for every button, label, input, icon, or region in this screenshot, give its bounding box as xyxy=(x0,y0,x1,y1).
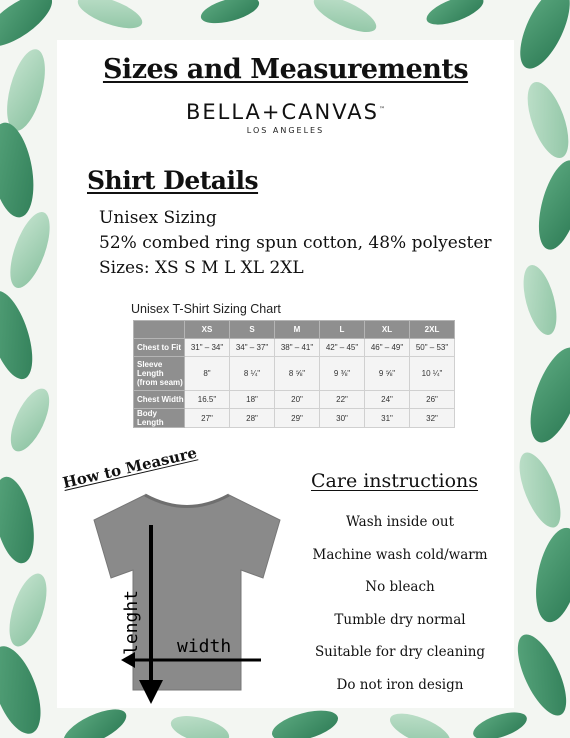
table-row-header: Chest Width xyxy=(134,391,185,409)
table-cell: 20" xyxy=(275,391,320,409)
leaf-icon xyxy=(309,0,381,39)
leaf-icon xyxy=(511,447,569,532)
detail-line: Unisex Sizing xyxy=(99,208,217,228)
table-cell: 16.5" xyxy=(185,391,230,409)
table-cell: 42" – 45" xyxy=(320,339,365,357)
leaf-icon xyxy=(517,262,563,339)
care-item: Tumble dry normal xyxy=(334,611,466,628)
table-row xyxy=(134,357,455,391)
leaf-icon xyxy=(386,707,454,738)
leaf-icon xyxy=(2,207,58,292)
care-item: Machine wash cold/warm xyxy=(312,546,488,563)
brand-logo xyxy=(57,100,514,124)
leaf-icon xyxy=(0,0,60,56)
how-to-measure-heading: How to Measure xyxy=(60,443,199,492)
care-instructions-list xyxy=(297,506,503,702)
table-row xyxy=(134,339,455,357)
leaf-icon xyxy=(510,0,570,75)
table-cell: 31" xyxy=(365,409,410,428)
table-cell: 8 ¼" xyxy=(230,357,275,391)
page-title: Sizes and Measurements xyxy=(102,54,469,85)
table-cell: 9 ⅝" xyxy=(365,357,410,391)
leaf-icon xyxy=(0,45,52,134)
sizing-chart-title: Unisex T-Shirt Sizing Chart xyxy=(131,302,281,316)
leaf-icon xyxy=(74,0,146,35)
table-cell: 29" xyxy=(275,409,320,428)
table-header-row xyxy=(134,321,455,339)
table-cell: 50" – 53" xyxy=(410,339,455,357)
table-cell: 28" xyxy=(230,409,275,428)
leaf-icon xyxy=(520,341,570,449)
sizing-table xyxy=(133,320,455,428)
table-column-header: L xyxy=(320,321,365,339)
table-row-header: Sleeve Length (from seam) xyxy=(134,357,185,391)
leaf-icon xyxy=(531,156,570,254)
table-row xyxy=(134,409,455,428)
table-column-header: 2XL xyxy=(410,321,455,339)
table-column-header: XS xyxy=(185,321,230,339)
brand-location: LOS ANGELES xyxy=(246,126,325,135)
table-cell: 8 ⅝" xyxy=(275,357,320,391)
tshirt-illustration xyxy=(75,480,300,705)
leaf-icon xyxy=(198,0,262,28)
leaf-icon xyxy=(2,569,54,651)
care-instructions-heading: Care instructions xyxy=(311,470,479,492)
care-item: No bleach xyxy=(365,579,435,596)
leaf-icon xyxy=(519,77,570,163)
table-column-header: S xyxy=(230,321,275,339)
table-cell: 27" xyxy=(185,409,230,428)
leaf-icon xyxy=(168,711,232,738)
table-cell: 32" xyxy=(410,409,455,428)
table-cell: 10 ¼" xyxy=(410,357,455,391)
table-corner-cell xyxy=(134,321,185,339)
detail-line: 52% combed ring spun cotton, 48% polyester xyxy=(99,233,492,253)
care-item: Wash inside out xyxy=(345,514,455,530)
table-cell: 18" xyxy=(230,391,275,409)
leaf-icon xyxy=(0,640,51,738)
table-cell: 22" xyxy=(320,391,365,409)
leaf-icon xyxy=(0,119,40,220)
width-label: width xyxy=(177,636,232,657)
leaf-icon xyxy=(423,0,487,31)
table-cell: 31" – 34" xyxy=(185,339,230,357)
care-item: Do not iron design xyxy=(336,676,464,693)
table-column-header: XL xyxy=(365,321,410,339)
trademark-mark: ™ xyxy=(378,106,385,113)
table-cell: 8" xyxy=(185,357,230,391)
table-cell: 9 ⅜" xyxy=(320,357,365,391)
content-card xyxy=(57,40,514,708)
table-cell: 34" – 37" xyxy=(230,339,275,357)
leaf-icon xyxy=(528,524,570,626)
table-cell: 26" xyxy=(410,391,455,409)
table-cell: 24" xyxy=(365,391,410,409)
table-cell: 38" – 41" xyxy=(275,339,320,357)
leaf-icon xyxy=(508,628,570,722)
leaf-icon xyxy=(3,383,57,456)
detail-line: Sizes: XS S M L XL 2XL xyxy=(99,258,304,278)
leaf-icon xyxy=(470,707,530,738)
table-row-header: Chest to Fit xyxy=(134,339,185,357)
shirt-details-list xyxy=(99,206,492,281)
table-row xyxy=(134,391,455,409)
brand-name: BELLA+CANVAS xyxy=(186,100,379,124)
leaf-icon xyxy=(0,286,41,385)
shirt-details-heading: Shirt Details xyxy=(87,166,259,195)
table-cell: 46" – 49" xyxy=(365,339,410,357)
table-cell: 30" xyxy=(320,409,365,428)
care-item: Suitable for dry cleaning xyxy=(314,644,486,661)
table-row-header: Body Length xyxy=(134,409,185,428)
length-label: lenght xyxy=(121,589,142,655)
table-column-header: M xyxy=(275,321,320,339)
leaf-icon xyxy=(0,473,41,567)
leaf-icon xyxy=(269,705,341,738)
